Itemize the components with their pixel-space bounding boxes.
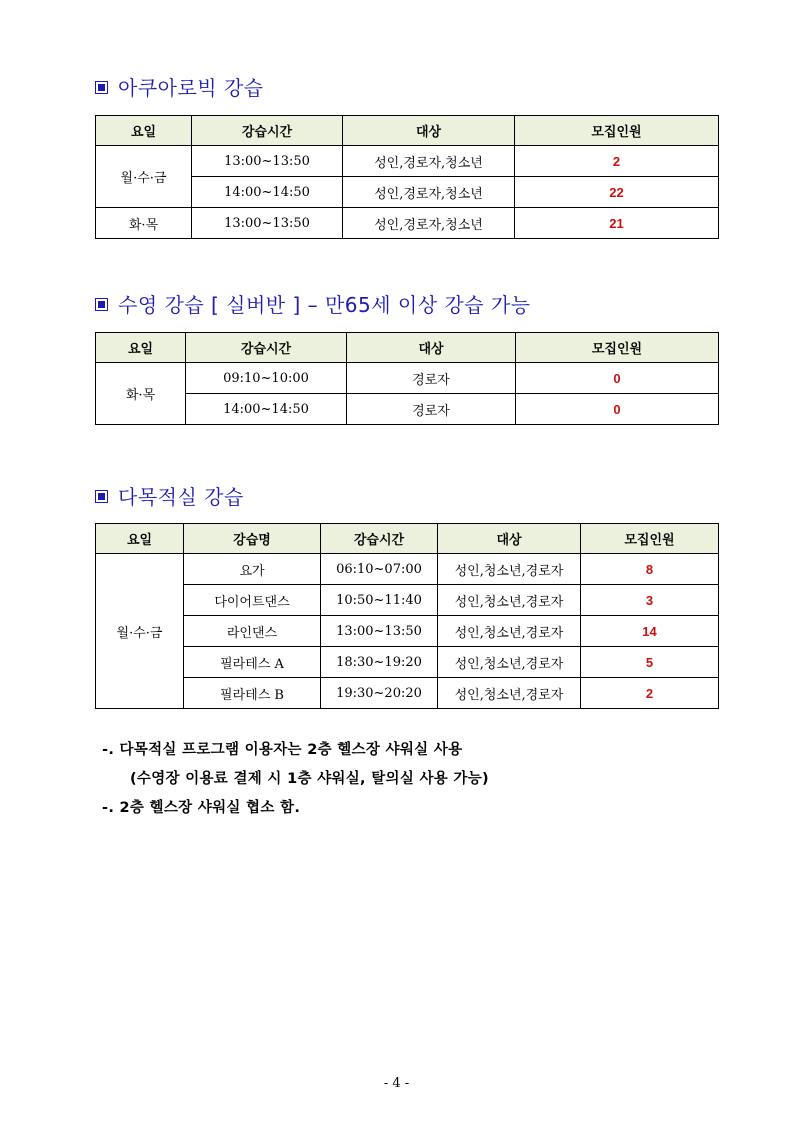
target-cell: 성인,경로자,청소년 <box>343 208 515 239</box>
count-cell: 8 <box>581 554 719 585</box>
square-bullet-icon <box>95 298 108 311</box>
time-cell: 14:00~14:50 <box>186 394 347 425</box>
table-row <box>96 208 719 239</box>
table-row <box>96 616 719 647</box>
time-cell: 13:00~13:50 <box>192 146 343 177</box>
table-row <box>96 554 719 585</box>
time-cell: 14:00~14:50 <box>192 177 343 208</box>
header-count: 모집인원 <box>515 116 719 146</box>
class-name-cell: 요가 <box>184 554 321 585</box>
section-title-text: 아쿠아로빅 강습 <box>118 76 264 100</box>
class-name-cell: 필라테스 A <box>184 647 321 678</box>
square-bullet-icon <box>95 81 108 94</box>
target-cell: 경로자 <box>347 363 516 394</box>
time-cell: 19:30~20:20 <box>321 678 438 709</box>
day-cell: 월·수·금 <box>96 554 184 709</box>
time-cell: 13:00~13:50 <box>321 616 438 647</box>
class-name-cell: 필라테스 B <box>184 678 321 709</box>
silver-swim-table <box>95 332 719 425</box>
time-cell: 09:10~10:00 <box>186 363 347 394</box>
count-cell: 2 <box>515 146 719 177</box>
count-cell: 14 <box>581 616 719 647</box>
header-target: 대상 <box>438 524 581 554</box>
count-cell: 0 <box>516 363 719 394</box>
header-name: 강습명 <box>184 524 321 554</box>
section-title-aquarobics <box>95 72 264 101</box>
header-day: 요일 <box>96 116 192 146</box>
day-cell: 화·목 <box>96 208 192 239</box>
target-cell: 성인,청소년,경로자 <box>438 678 581 709</box>
header-day: 요일 <box>96 524 184 554</box>
header-target: 대상 <box>347 333 516 363</box>
header-day: 요일 <box>96 333 186 363</box>
table-row <box>96 647 719 678</box>
target-cell: 경로자 <box>347 394 516 425</box>
target-cell: 성인,경로자,청소년 <box>343 177 515 208</box>
header-count: 모집인원 <box>581 524 719 554</box>
note-line: (수영장 이용료 결제 시 1층 샤워실, 탈의실 사용 가능) <box>130 771 489 787</box>
table-row <box>96 146 719 177</box>
time-cell: 10:50~11:40 <box>321 585 438 616</box>
multipurpose-table <box>95 523 719 709</box>
count-cell: 3 <box>581 585 719 616</box>
time-cell: 18:30~19:20 <box>321 647 438 678</box>
day-cell: 화·목 <box>96 363 186 425</box>
table-header-row <box>96 524 719 554</box>
target-cell: 성인,청소년,경로자 <box>438 585 581 616</box>
time-cell: 06:10~07:00 <box>321 554 438 585</box>
count-cell: 2 <box>581 678 719 709</box>
note-line: -. 다목적실 프로그램 이용자는 2층 헬스장 샤워실 사용 <box>102 742 463 758</box>
table-header-row <box>96 333 719 363</box>
class-name-cell: 다이어트댄스 <box>184 585 321 616</box>
header-time: 강습시간 <box>321 524 438 554</box>
target-cell: 성인,청소년,경로자 <box>438 554 581 585</box>
aquarobics-table <box>95 115 719 239</box>
time-cell: 13:00~13:50 <box>192 208 343 239</box>
target-cell: 성인,청소년,경로자 <box>438 616 581 647</box>
header-time: 강습시간 <box>192 116 343 146</box>
section-title-silver-swim <box>95 289 531 318</box>
count-cell: 0 <box>516 394 719 425</box>
day-cell: 월·수·금 <box>96 146 192 208</box>
section-title-text: 다목적실 강습 <box>118 485 244 509</box>
table-row <box>96 394 719 425</box>
count-cell: 21 <box>515 208 719 239</box>
class-name-cell: 라인댄스 <box>184 616 321 647</box>
target-cell: 성인,경로자,청소년 <box>343 146 515 177</box>
header-count: 모집인원 <box>516 333 719 363</box>
header-target: 대상 <box>343 116 515 146</box>
note-line: -. 2층 헬스장 샤워실 협소 함. <box>102 800 301 816</box>
count-cell: 22 <box>515 177 719 208</box>
section-title-text: 수영 강습 [ 실버반 ] – 만65세 이상 강습 가능 <box>118 293 531 317</box>
table-row <box>96 678 719 709</box>
square-bullet-icon <box>95 490 108 503</box>
notes <box>102 736 489 823</box>
count-cell: 5 <box>581 647 719 678</box>
target-cell: 성인,청소년,경로자 <box>438 647 581 678</box>
table-header-row <box>96 116 719 146</box>
section-title-multipurpose <box>95 481 244 510</box>
table-row <box>96 363 719 394</box>
table-row <box>96 585 719 616</box>
page-number: - 4 - <box>383 1076 410 1091</box>
header-time: 강습시간 <box>186 333 347 363</box>
